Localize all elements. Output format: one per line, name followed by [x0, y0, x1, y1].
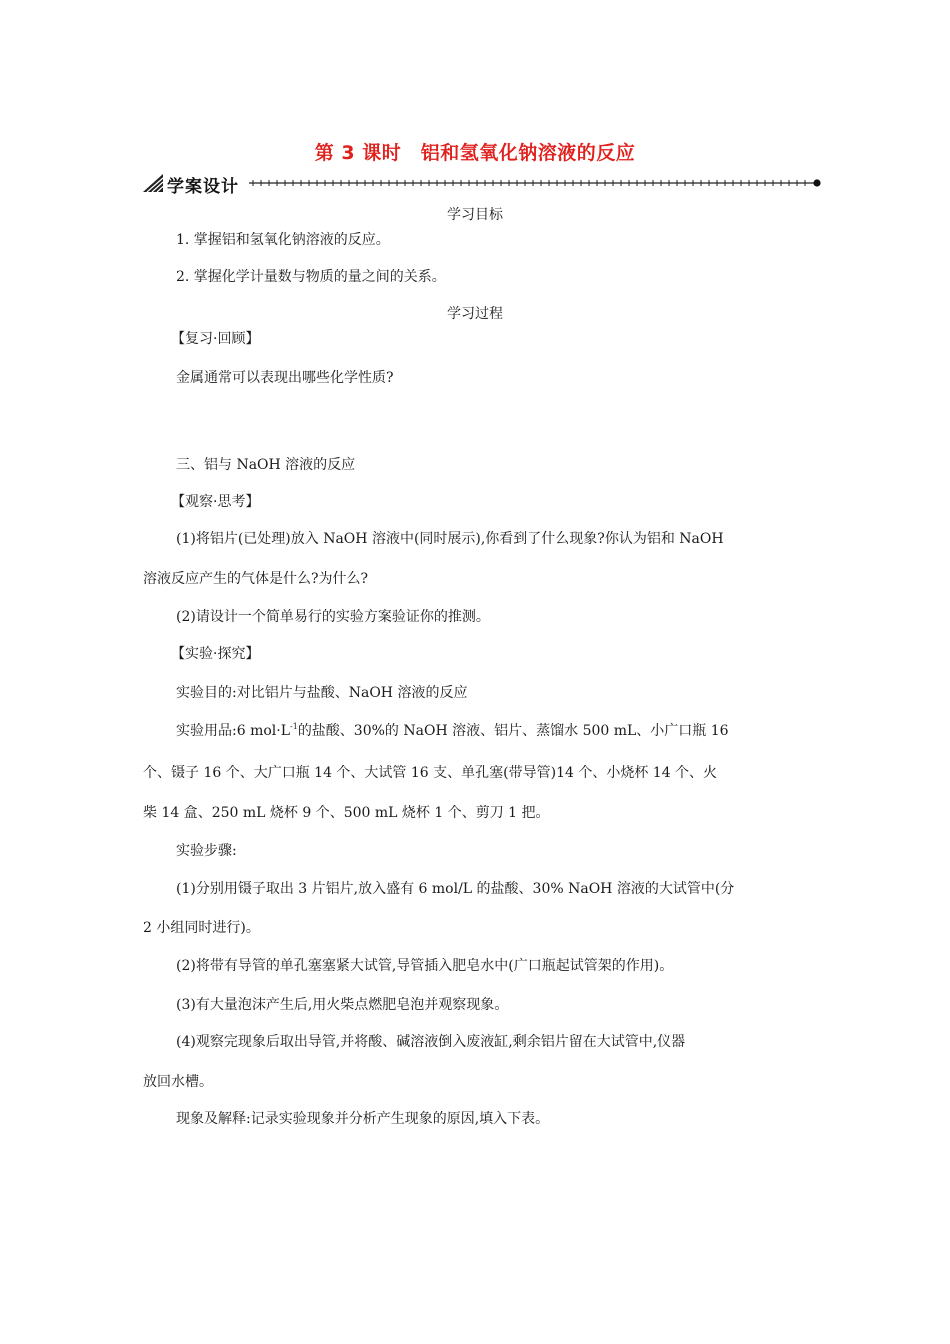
experiment-tag: 【实验·探究】	[171, 646, 260, 662]
step-4-line-2: 放回水槽。	[143, 1074, 213, 1090]
objectives-heading: 学习目标	[447, 207, 503, 223]
banner-wedge-icon	[143, 174, 165, 192]
section-banner	[143, 170, 823, 196]
materials-line-1	[176, 720, 729, 740]
review-question: 金属通常可以表现出哪些化学性质?	[176, 370, 394, 386]
observe-tag: 【观察·思考】	[171, 494, 260, 510]
materials-line-1-rest: 的盐酸、30%的 NaOH 溶液、铝片、蒸馏水 500 mL、小广口瓶 16	[297, 723, 729, 739]
step-2: (2)将带有导管的单孔塞塞紧大试管,导管插入肥皂水中(广口瓶起试管架的作用)。	[176, 958, 674, 974]
step-1-line-2: 2 小组同时进行)。	[143, 920, 260, 936]
observe-question-2: (2)请设计一个简单易行的实验方案验证你的推测。	[176, 609, 490, 625]
observe-question-1-line-1: (1)将铝片(已处理)放入 NaOH 溶液中(同时展示),你看到了什么现象?你认为铝和 NaOH	[176, 531, 724, 547]
process-heading: 学习过程	[447, 306, 503, 322]
materials-prefix: 实验用品:6 mol·L	[176, 723, 291, 739]
page-title: 第 3 课时 铝和氢氧化钠溶液的反应	[314, 142, 636, 164]
objective-item-2: 2. 掌握化学计量数与物质的量之间的关系。	[176, 269, 446, 285]
materials-superscript: -1	[290, 722, 298, 731]
section-three-heading: 三、铝与 NaOH 溶液的反应	[176, 457, 356, 473]
phenomena-instruction: 现象及解释:记录实验现象并分析产生现象的原因,填入下表。	[176, 1111, 550, 1127]
experiment-purpose: 实验目的:对比铝片与盐酸、NaOH 溶液的反应	[176, 685, 468, 701]
review-tag: 【复习·回顾】	[171, 331, 260, 347]
step-1-line-1: (1)分别用镊子取出 3 片铝片,放入盛有 6 mol/L 的盐酸、30% NaOH 溶液的大试管中(分	[176, 881, 735, 897]
banner-label: 学案设计	[167, 177, 239, 197]
steps-heading: 实验步骤:	[176, 843, 237, 859]
materials-line-2: 个、镊子 16 个、大广口瓶 14 个、大试管 16 支、单孔塞(带导管)14 个、小烧杯 14 个、火	[143, 765, 718, 781]
objective-item-1: 1. 掌握铝和氢氧化钠溶液的反应。	[176, 232, 390, 248]
banner-dotted-line	[249, 174, 823, 192]
step-3: (3)有大量泡沫产生后,用火柴点燃肥皂泡并观察现象。	[176, 997, 509, 1013]
materials-line-3: 柴 14 盒、250 mL 烧杯 9 个、500 mL 烧杯 1 个、剪刀 1 把。	[143, 805, 550, 821]
step-4-line-1: (4)观察完现象后取出导管,并将酸、碱溶液倒入废液缸,剩余铝片留在大试管中,仪器	[176, 1034, 686, 1050]
observe-question-1-line-2: 溶液反应产生的气体是什么?为什么?	[143, 571, 369, 587]
